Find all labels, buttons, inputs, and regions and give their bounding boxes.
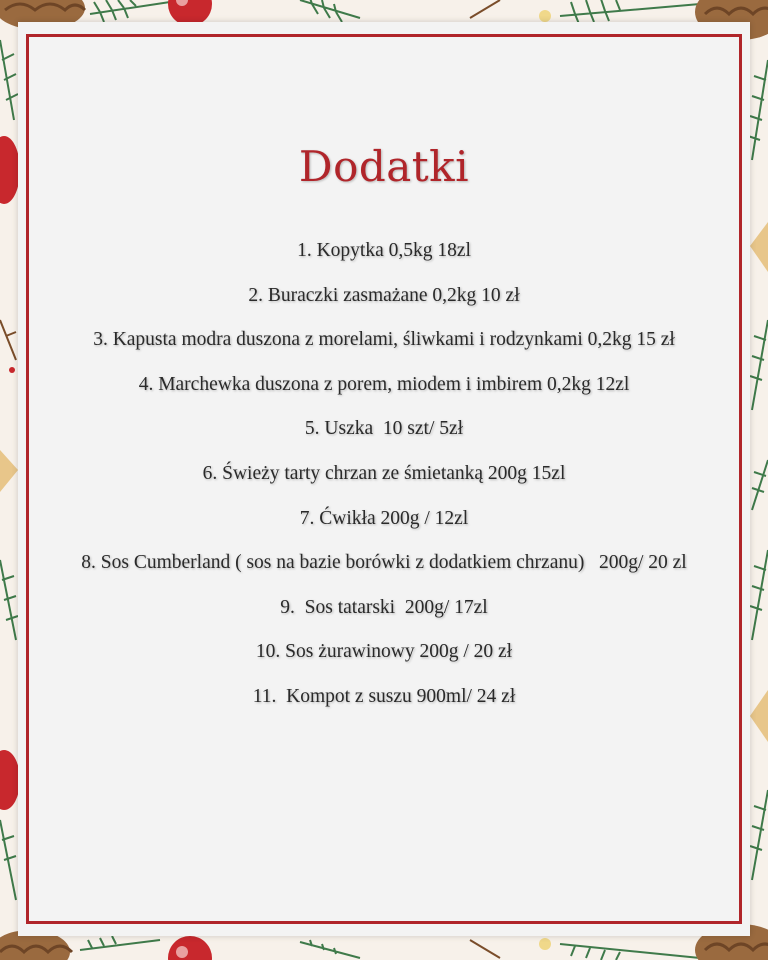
menu-item: 4. Marchewka duszona z porem, miodem i imbirem 0,2kg 12zl bbox=[138, 373, 630, 395]
star-cookie-icon bbox=[0, 450, 18, 492]
red-ornament-icon bbox=[168, 936, 212, 960]
red-ornament-icon bbox=[0, 750, 20, 810]
menu-item: 8. Sos Cumberland ( sos na bazie borówki z dodatkiem chrzanu) 200g/ 20 zl bbox=[81, 552, 687, 574]
pine-branch-icon bbox=[748, 60, 768, 160]
pine-branch-icon bbox=[750, 320, 768, 640]
ornament-bead-icon bbox=[539, 10, 551, 22]
menu-item: 10. Sos żurawinowy 200g / 20 zł bbox=[255, 641, 513, 663]
menu-item: 2. Buraczki zasmażane 0,2kg 10 zł bbox=[248, 284, 520, 306]
pine-branch-icon bbox=[560, 0, 700, 24]
menu-item: 9. Sos tatarski 200g/ 17zl bbox=[280, 596, 488, 618]
pine-branch-icon bbox=[750, 790, 768, 880]
red-ornament-icon bbox=[0, 136, 20, 204]
ornament-bead-icon bbox=[539, 938, 551, 950]
star-cookie-icon bbox=[750, 222, 768, 272]
pine-branch-icon bbox=[300, 940, 500, 958]
menu-item: 1. Kopytka 0,5kg 18zl bbox=[297, 240, 471, 261]
pine-branch-icon bbox=[0, 560, 18, 640]
star-cookie-icon bbox=[750, 690, 768, 742]
menu-item: 5. Uszka 10 szt/ 5zł bbox=[304, 418, 464, 440]
pine-branch-icon bbox=[90, 0, 170, 22]
menu-card bbox=[18, 22, 750, 936]
menu-item: 11. Kompot z suszu 900ml/ 24 zł bbox=[252, 685, 516, 707]
pine-branch-icon bbox=[0, 40, 18, 120]
berry-sprig-icon bbox=[0, 320, 16, 373]
pine-branch-icon bbox=[300, 0, 500, 22]
menu-item: 6. Świeży tarty chrzan ze śmietanką 200g 15zl bbox=[202, 462, 566, 484]
page-title: Dodatki bbox=[298, 142, 470, 191]
pine-branch-icon bbox=[80, 936, 160, 950]
menu-item: 7. Ćwikła 200g / 12zl bbox=[299, 507, 469, 529]
pine-branch-icon bbox=[0, 820, 16, 900]
menu-item: 3. Kapusta modra duszona z morelami, śliwkami i rodzynkami 0,2kg 15 zł bbox=[93, 329, 675, 351]
pine-branch-icon bbox=[560, 944, 700, 960]
menu-list bbox=[18, 229, 750, 720]
